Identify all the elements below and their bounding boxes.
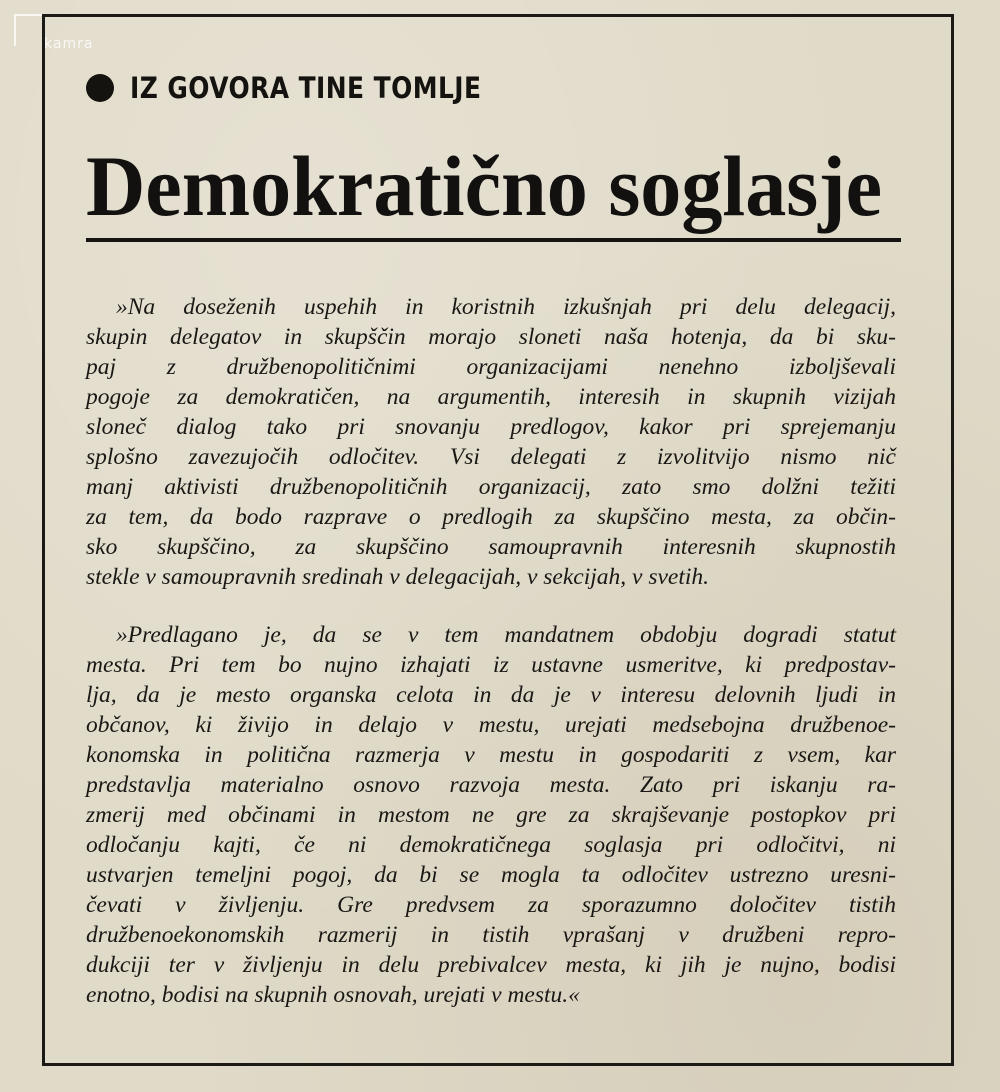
paragraph-1 — [86, 292, 896, 592]
paragraph-line: predstavlja materialno osnovo razvoja mesta. Zato pri iskanju ra- — [86, 772, 896, 798]
paragraph-line: zmerij med občinami in mestom ne gre za skrajševanje postopkov pri — [86, 802, 896, 828]
paragraph-line: odločanju kajti, če ni demokratičnega soglasja pri odločitvi, ni — [86, 832, 896, 858]
paragraph-line: ustvarjen temeljni pogoj, da bi se mogla ta odločitev ustrezno uresni- — [86, 862, 896, 888]
bullet-dot-icon — [86, 74, 114, 102]
paragraph-line: čevati v življenju. Gre predvsem za sporazumno določitev tistih — [86, 892, 896, 918]
paragraph-line: paj z družbenopolitičnimi organizacijami nenehno izboljševali — [86, 354, 896, 380]
kicker-text: IZ GOVORA TINE TOMLJE — [130, 71, 482, 105]
paragraph-line: enotno, bodisi na skupnih osnovah, urejati v mestu.« — [86, 982, 580, 1008]
paragraph-line: »Na doseženih uspehih in koristnih izkušnjah pri delu delegacij, — [116, 294, 896, 320]
paragraph-line: lja, da je mesto organska celota in da je v interesu delovnih ljudi in — [86, 682, 896, 708]
paragraph-line: družbenoekonomskih razmerij in tistih vprašanj v družbeni repro- — [86, 922, 896, 948]
paragraph-2 — [86, 620, 896, 1010]
headline-rule — [86, 238, 901, 242]
paragraph-line: sloneč dialog tako pri snovanju predlogov, kakor pri sprejemanju — [86, 414, 896, 440]
paragraph-line: stekle v samoupravnih sredinah v delegacijah, v sekcijah, v svetih. — [86, 564, 710, 590]
paragraph-line: splošno zavezujočih odločitev. Vsi delegati z izvolitvijo nismo nič — [86, 444, 896, 470]
paragraph-line: občanov, ki živijo in delajo v mestu, urejati medsebojna družbenoe- — [86, 712, 896, 738]
paragraph-line: konomska in politična razmerja v mestu in gospodariti z vsem, kar — [86, 742, 896, 768]
article-body — [86, 292, 896, 1010]
paragraph-line: manj aktivisti družbenopolitičnih organizacij, zato smo dolžni težiti — [86, 474, 896, 500]
watermark-label: kamra — [44, 36, 94, 52]
paragraph-line: dukciji ter v življenju in delu prebivalcev mesta, ki jih je nujno, bodisi — [86, 952, 896, 978]
paragraph-line: pogoje za demokratičen, na argumentih, interesih in skupnih vizijah — [86, 384, 896, 410]
article-kicker — [86, 68, 539, 108]
paragraph-line: za tem, da bodo razprave o predlogih za skupščino mesta, za občin- — [86, 504, 896, 530]
paragraph-line: sko skupščino, za skupščino samoupravnih interesnih skupnostih — [86, 534, 896, 560]
bleed-through-text-bottom — [120, 1070, 820, 1092]
paragraph-line: »Predlagano je, da se v tem mandatnem obdobju dogradi statut — [116, 622, 896, 648]
paragraph-line: skupin delegatov in skupščin morajo sloneti naša hotenja, da bi sku- — [86, 324, 896, 350]
article-headline: Demokratično soglasje — [86, 138, 883, 234]
paragraph-line: mesta. Pri tem bo nujno izhajati iz ustavne usmeritve, ki predpostav- — [86, 652, 896, 678]
